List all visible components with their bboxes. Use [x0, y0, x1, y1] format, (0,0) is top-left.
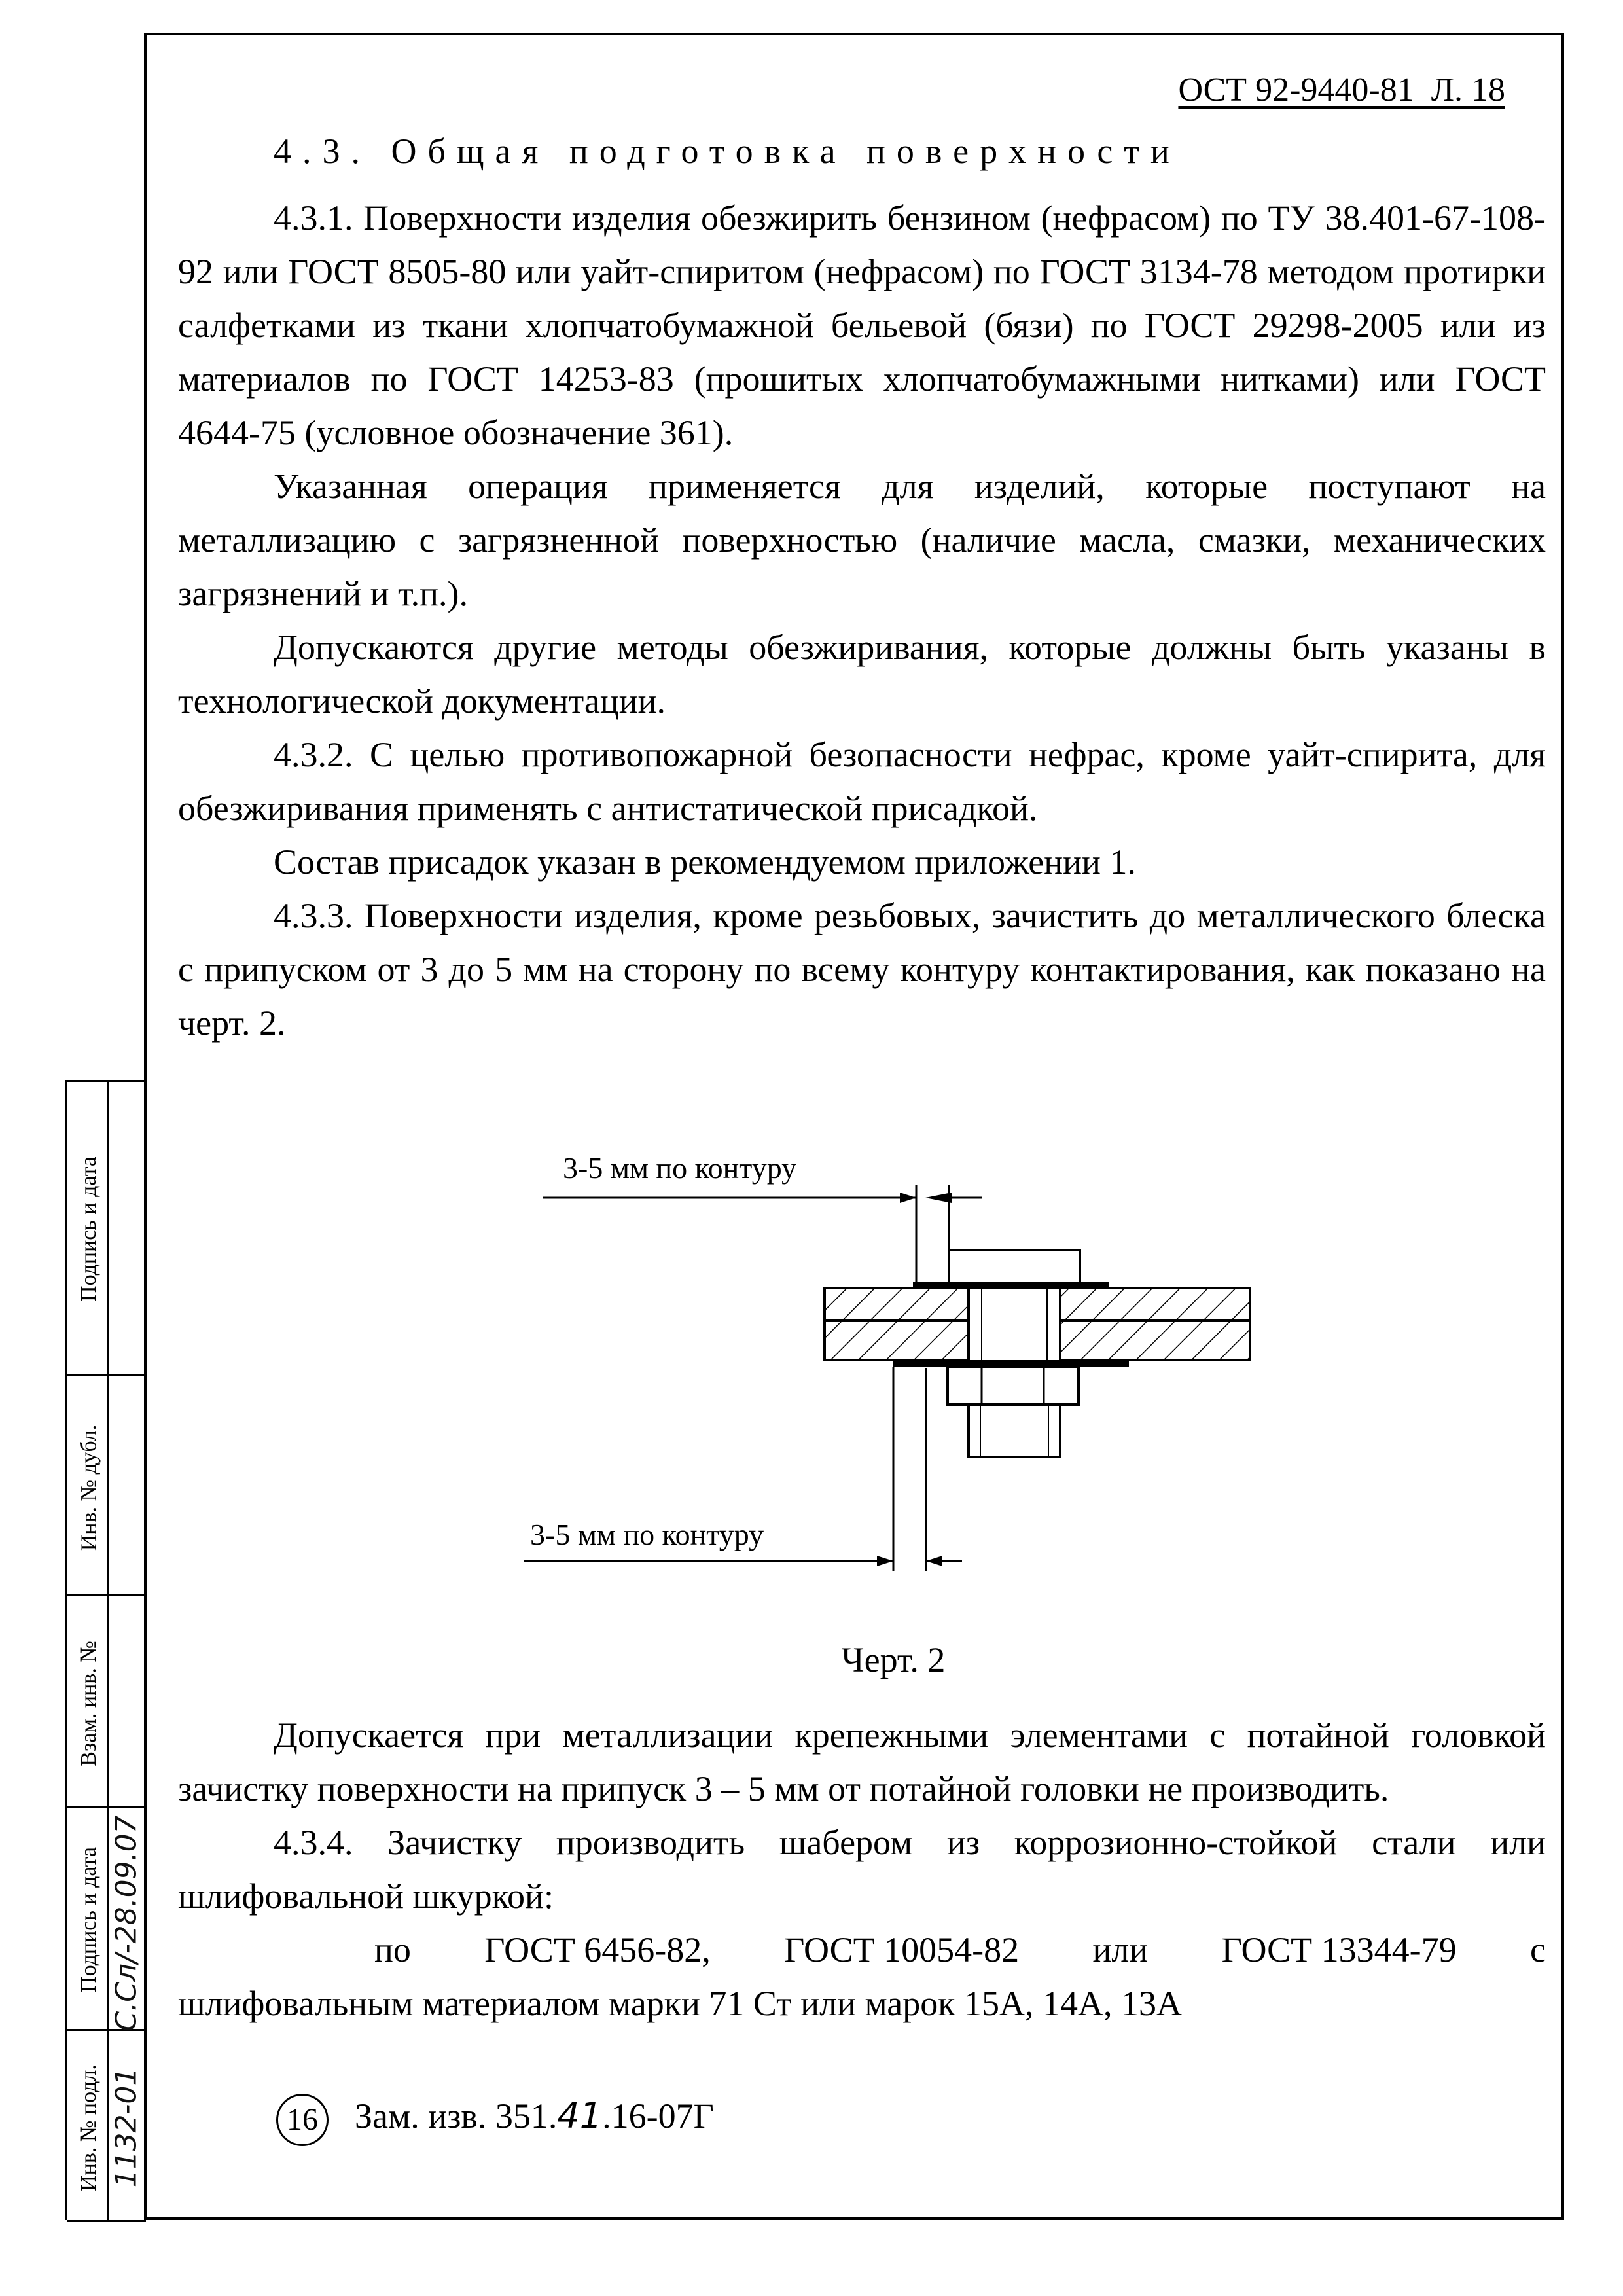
body-lower [178, 1708, 1546, 2146]
standards-word: с [1530, 1930, 1546, 1969]
paragraph-4-3-3: 4.3.3. Поверхности изделия, кроме резьбовых, зачистить до металлического блеска с припуском от 3 до 5 мм на сторону по всему контуру контактирования, как показано на черт. 2. [178, 896, 1546, 1043]
bolt-head [949, 1250, 1080, 1283]
arrow-icon [900, 1193, 916, 1203]
dim-label-top: 3-5 мм по контуру [563, 1152, 797, 1185]
standards-word: по [374, 1930, 411, 1969]
bolt-joint-drawing [510, 1152, 1270, 1610]
figure-caption: Черт. 2 [841, 1640, 946, 1679]
sidebar-label: Взам. инв. № [77, 1641, 101, 1767]
section-title: 4.3. Общая подготовка поверхности [274, 132, 1181, 171]
paragraph-4-3-4: 4.3.4. Зачистку производить шабером из коррозионно-стойкой стали или шлифовальной шкуркой: [178, 1823, 1546, 1916]
change-note [178, 2089, 1546, 2146]
handwritten-inventory-number: 1132-01 [109, 2067, 143, 2188]
dim-label-bottom: 3-5 мм по контуру [530, 1518, 764, 1551]
document-header [1178, 71, 1505, 109]
body-upper [178, 124, 1546, 1050]
doc-id: ОСТ 92-9440-81 [1178, 71, 1414, 109]
inventory-sidebar [65, 1080, 144, 2220]
paragraph-4-3-2: 4.3.2. С целью противопожарной безопасности нефрас, кроме уайт-спирита, для обезжиривания применять с антистатической присадкой. [178, 735, 1546, 828]
paragraph-4-3-2-note: Состав присадок указан в рекомендуемом приложении 1. [274, 842, 1136, 882]
nut [948, 1367, 1079, 1405]
paragraph-4-3-1-alt: Допускаются другие методы обезжиривания, которые должны быть указаны в технологической документации. [178, 628, 1546, 721]
change-note-prefix: Зам. изв. 351. [355, 2096, 558, 2136]
handwritten-signature-date: С.Сл/-28.09.07 [109, 1814, 143, 2032]
paragraph-abrasives: шлифовальным материалом марки 71 Ст или марок 15А, 14А, 13А [178, 1984, 1182, 2023]
paragraph-countersunk: Допускается при металлизации крепежными элементами с потайной головкой зачистку поверхности на припуск 3 – 5 мм от потайной головки не производить. [178, 1715, 1546, 1808]
paragraph-4-3-1-note: Указанная операция применяется для изделий, которые поступают на металлизацию с загрязненной поверхностью (наличие масла, смазки, механических загрязнений и т.п.). [178, 467, 1546, 613]
sidebar-label: Подпись и дата [77, 1847, 101, 1992]
change-number-badge: 16 [276, 2094, 329, 2146]
sidebar-label: Инв. № дубл. [77, 1424, 101, 1551]
arrow-icon [877, 1556, 893, 1566]
sidebar-label: Инв. № подл. [77, 2064, 101, 2191]
arrow-icon [925, 1193, 952, 1203]
sidebar-label: Подпись и дата [77, 1157, 101, 1302]
standards-word: или [1092, 1930, 1149, 1969]
standards-line [178, 1923, 1546, 1977]
change-note-handwritten: 41 [557, 2095, 603, 2136]
change-note-suffix: .16-07Г [602, 2096, 714, 2136]
standards-word: ГОСТ 6456-82, [484, 1930, 711, 1969]
bolt-end [969, 1405, 1060, 1457]
paragraph-4-3-1: 4.3.1. Поверхности изделия обезжирить бензином (нефрасом) по ТУ 38.401-67-108-92 или ГОСТ 8505-80 или уайт-спиритом (нефрасом) по ГОСТ 3134-78 методом протирки салфетками из ткани хлопчатобумажной бельевой (бязи) по ГОСТ 29298-2005 или из материалов по ГОСТ 14253-83 (прошитых хлопчатобумажными нитками) или ГОСТ 4644-75 (условное обозначение 361). [178, 198, 1546, 452]
standards-word: ГОСТ 10054-82 [784, 1930, 1020, 1969]
standards-word: ГОСТ 13344-79 [1221, 1930, 1457, 1969]
sheet-number: Л. 18 [1431, 71, 1505, 109]
